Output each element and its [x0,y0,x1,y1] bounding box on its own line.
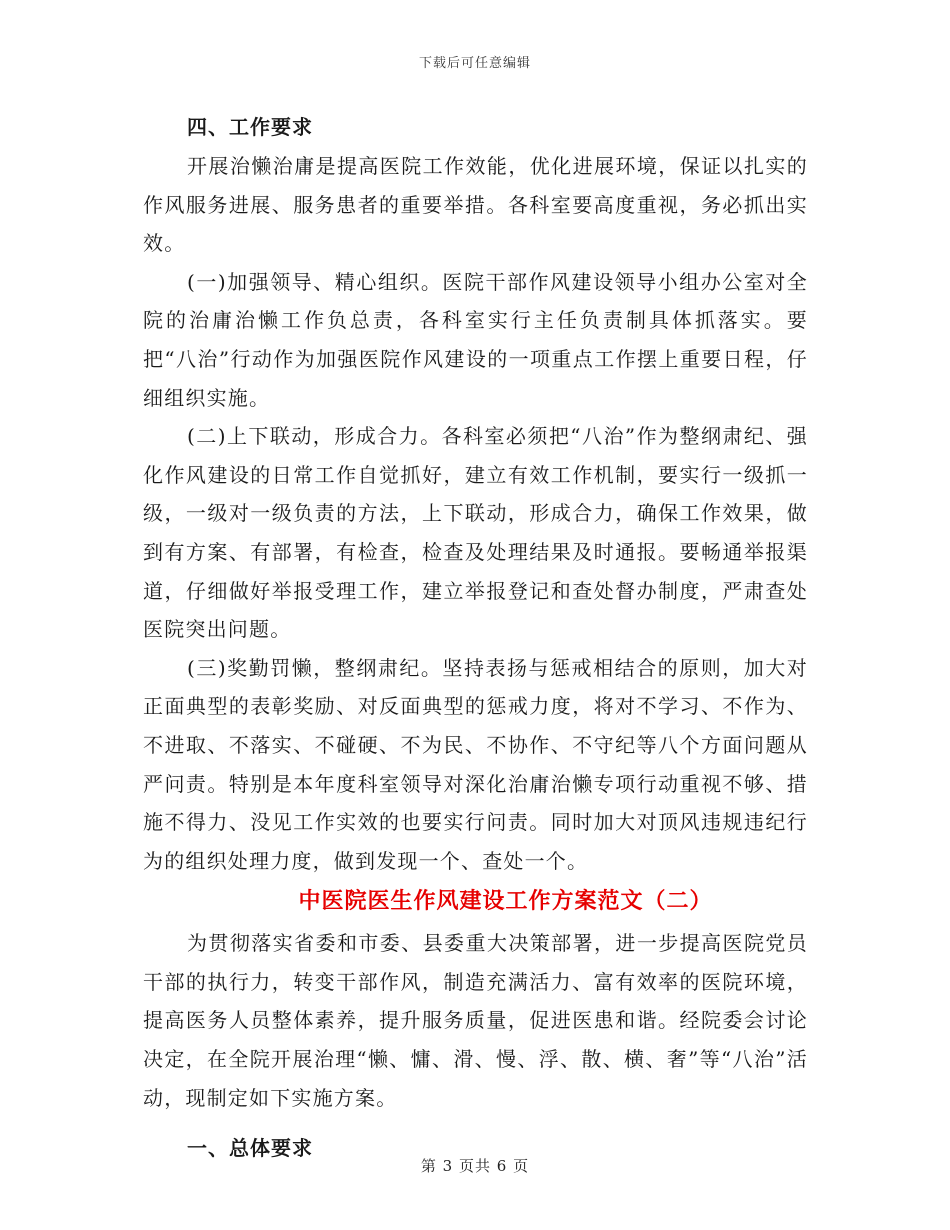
intro-paragraph: 为贯彻落实省委和市委、县委重大决策部署，进一步提高医院党员干部的执行力，转变干部作风，制造充满活力、富有效率的医院环境，提高医务人员整体素养，提升服务质量，促进医患和谐。经院委会讨论决定，在全院开展治理“懒、慵、滑、慢、浮、散、横、奢”等“八治”活动，现制定如下实施方案。 [143,931,808,1110]
section-heading-work-requirements: 四、工作要求 [187,115,313,139]
paragraph: (一)加强领导、精心组织。医院干部作风建设领导小组办公室对全院的治庸治懒工作负总责，各科室实行主任负责制具体抓落实。要把“八治”行动作为加强医院作风建设的一项重点工作摆上重要日程，仔细组织实施。 [143,269,808,410]
page-number-footer: 第 3 页共 6 页 [420,1157,530,1175]
paragraph: (二)上下联动，形成合力。各科室必须把“八治”作为整纲肃纪、强化作风建设的日常工作自觉抓好，建立有效工作机制，要实行一级抓一级，一级对一级负责的方法，上下联动，形成合力，确保工作效果，做到有方案、有部署，有检查，检查及处理结果及时通报。要畅通举报渠道，仔细做好举报受理工作，建立举报登记和查处督办制度，严肃查处医院突出问题。 [143,424,808,642]
document-title-red: 中医院医生作风建设工作方案范文（二） [298,889,713,915]
page-header-note: 下载后可任意编辑 [418,56,531,71]
paragraph: (三)奖勤罚懒，整纲肃纪。坚持表扬与惩戒相结合的原则，加大对正面典型的表彰奖励、对反面典型的惩戒力度，将对不学习、不作为、不进取、不落实、不碰硬、不为民、不协作、不守纪等八个方面问题从严问责。特别是本年度科室领导对深化治庸治懒专项行动重视不够、措施不得力、没见工作实效的也要实行问责。同时加大对顶风违规违纪行为的组织处理力度，做到发现一个、查处一个。 [143,655,808,873]
paragraph: 开展治懒治庸是提高医院工作效能，优化进展环境，保证以扎实的作风服务进展、服务患者的重要举措。各科室要高度重视，务必抓出实效。 [143,154,808,256]
document-body [143,108,808,1168]
section-heading-overall-requirements: 一、总体要求 [187,1136,313,1161]
